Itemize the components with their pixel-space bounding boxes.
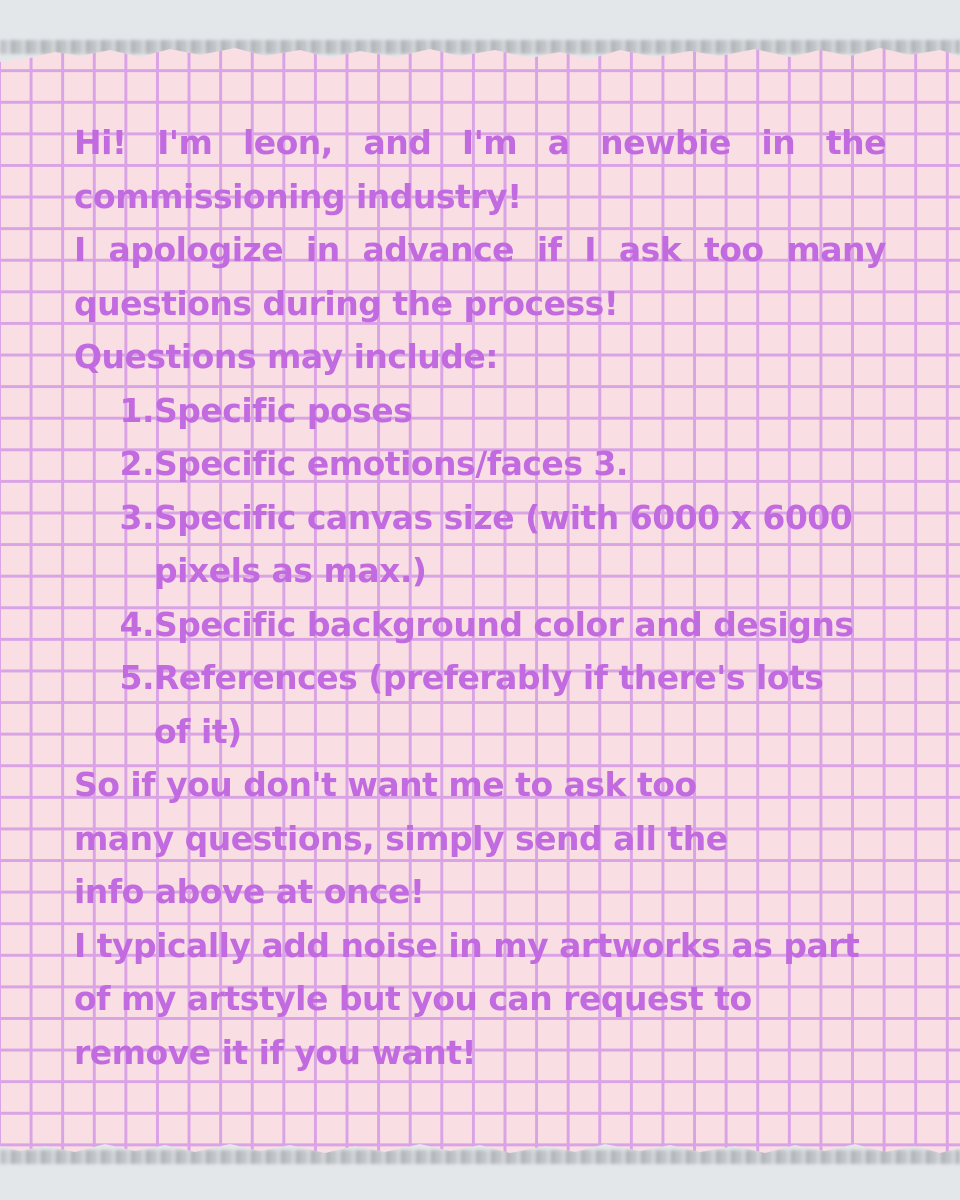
list-number: 3.	[119, 497, 154, 537]
questions-heading: Questions may include:	[74, 337, 498, 376]
list-item-text: References (preferably if there's lots of it)	[154, 658, 824, 751]
list-number: 2.	[119, 444, 154, 483]
list-number: 5.	[119, 658, 154, 697]
list-item	[119, 384, 886, 438]
note-text	[74, 116, 886, 1079]
outro-noise-note: I typically add noise in my artworks as part of my artstyle but you can request to remove it if you want!	[74, 925, 860, 1072]
list-number: 4.	[119, 604, 154, 644]
torn-edge-bottom	[0, 1150, 960, 1164]
list-item-text: Specific canvas size (with 6000 x 6000 pixels as max.)	[154, 497, 853, 590]
list-number: 1.	[119, 390, 154, 430]
outro-advice: So if you don't want me to ask too many questions, simply send all the info above at once!	[74, 765, 728, 911]
list-item-text: Specific background color and designs	[154, 604, 854, 644]
list-item	[119, 651, 886, 758]
question-list	[74, 384, 886, 759]
intro-greeting: Hi! I'm leon, and I'm a newbie in the commissioning industry!	[74, 123, 886, 216]
intro-apology: I apologize in advance if I ask too many questions during the process!	[74, 230, 886, 323]
list-item	[119, 491, 886, 598]
list-item-text: Specific emotions/faces 3.	[154, 444, 628, 483]
list-item-text: Specific poses	[154, 390, 413, 430]
list-item	[119, 598, 886, 652]
list-item	[119, 437, 886, 491]
